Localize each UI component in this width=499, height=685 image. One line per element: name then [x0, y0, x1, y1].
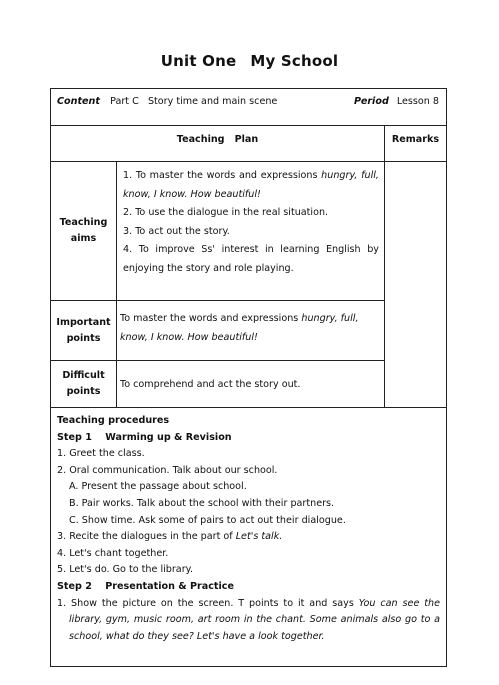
procedure-subline: B. Pair works. Talk about the school with their partners. [69, 497, 335, 509]
content-value: Part C Story time and main scene [110, 96, 278, 107]
teaching-plan-heading [51, 126, 385, 162]
procedure-line [57, 596, 440, 646]
title-topic: My School [250, 52, 339, 70]
procedure-italic: Let's talk. [235, 531, 283, 543]
title-unit: Unit One [160, 52, 237, 70]
aims-label-line2: aims [70, 233, 97, 244]
procedure-line: 5. Let's do. Go to the library. [57, 564, 193, 576]
plan-header-row [51, 126, 447, 162]
lesson-plan-table [50, 88, 447, 667]
procedure-line: 1. Greet the class. [57, 448, 145, 460]
remarks-label: Remarks [391, 134, 440, 145]
important-label-line1: Important [56, 316, 111, 328]
procedures-row [51, 408, 447, 667]
teaching-aims-row [51, 162, 447, 301]
aim-1 [123, 167, 379, 204]
aim-4 [123, 241, 379, 278]
content-row [51, 89, 447, 126]
procedure-subline: A. Present the passage about school. [69, 481, 247, 493]
aim-1-italic: hungry, full, know, I know. How beautiful! [123, 170, 379, 200]
important-italic: hungry, full, know, I know. How beautiful! [120, 313, 359, 343]
period-value: Lesson 8 [396, 96, 439, 107]
aim-3: 3. To act out the story. [123, 225, 230, 237]
procedure-subline: C. Show time. Ask some of pairs to act out their dialogue. [69, 514, 346, 526]
lesson-plan-sheet [50, 88, 446, 667]
important-points-label [51, 301, 117, 361]
difficult-points-label [51, 361, 117, 408]
procedure-line: 4. Let's chant together. [57, 547, 169, 559]
period-label: Period [354, 96, 389, 107]
procedure-text: 3. Recite the dialogues in the part of [57, 531, 236, 543]
remarks-heading [385, 126, 447, 162]
teaching-plan-label: Teaching Plan [176, 134, 259, 145]
content-label: Content [57, 96, 100, 107]
page-title [0, 52, 499, 70]
step-2-heading: Step 2 Presentation & Practice [57, 580, 234, 592]
important-text: To master the words and expressions [120, 313, 302, 324]
difficult-label-line1: Difficult [62, 370, 105, 381]
important-label-line2: points [66, 332, 101, 344]
aim-1-number: 1. [123, 170, 133, 181]
teaching-aims-content [117, 162, 385, 301]
difficult-label-line2: points [66, 386, 101, 397]
important-points-content [117, 301, 385, 361]
remarks-cell [385, 162, 447, 408]
teaching-procedures [51, 408, 447, 667]
step-1-heading: Step 1 Warming up & Revision [57, 431, 232, 443]
procedures-heading: Teaching procedures [57, 415, 170, 426]
aims-label-line1: Teaching [59, 217, 108, 228]
period [354, 96, 439, 107]
procedure-italic: You can see the library, gym, music room, art room in the chant. Some animals also go to a school, what do they see? Let's have a look together. [69, 597, 440, 642]
procedure-line [57, 529, 440, 546]
aim-4-text: To improve Ss' interest in learning English by enjoying the story and role playing. [123, 244, 379, 274]
aim-1-text: To master the words and expressions [135, 170, 322, 181]
content-cell [51, 89, 447, 126]
difficult-points-content: To comprehend and act the story out. [117, 361, 385, 408]
aim-4-number: 4. [123, 244, 133, 256]
procedure-line: 2. Oral communication. Talk about our school. [57, 464, 278, 476]
teaching-aims-label [51, 162, 117, 301]
aim-2: 2. To use the dialogue in the real situation. [123, 207, 329, 219]
procedure-text: 1. Show the picture on the screen. T points to it and says [57, 597, 359, 609]
